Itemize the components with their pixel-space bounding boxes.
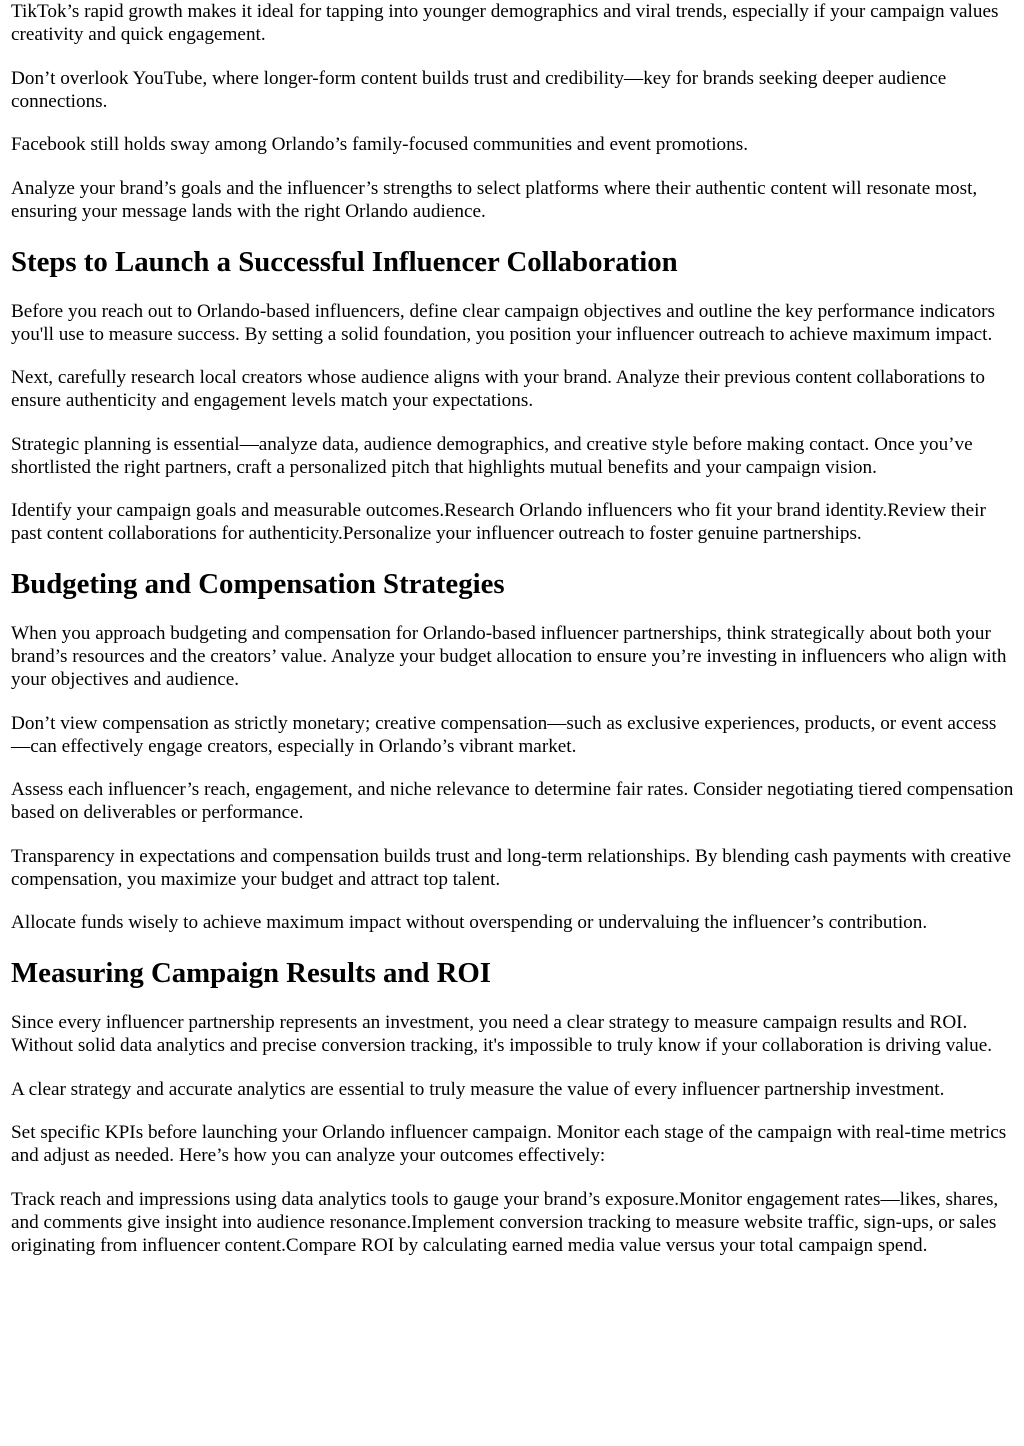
platforms-section [11,0,1014,223]
launch-steps-section [11,245,1014,546]
budgeting-section [11,567,1014,934]
paragraph-youtube: Don’t overlook YouTube, where longer-form content builds trust and credibility—key for brands seeking deeper audience connections. [11,67,947,112]
paragraph: Assess each influencer’s reach, engagement, and niche relevance to determine fair rates. Consider negotiating tiered compensation based on deliverables or performance. [11,779,1014,823]
paragraph: Since every influencer partnership represents an investment, you need a clear strategy to measure campaign results and ROI. Without solid data analytics and precise conversion tracking, it's impossible to truly know if your collaboration is driving value. [11,1012,993,1056]
paragraph-metrics-list: Track reach and impressions using data analytics tools to gauge your brand’s exposure.Monitor engagement rates—likes, shares, and comments give insight into audience resonance.Implement conversion tracking to measure website traffic, sign-ups, or sales originating from influencer content.Compare ROI by calculating earned media value versus your total campaign spend. [11,1188,999,1256]
paragraph-tiktok: TikTok’s rapid growth makes it ideal for tapping into younger demographics and viral trends, especially if your campaign values creativity and quick engagement. [11,1,999,45]
section-heading-budgeting: Budgeting and Compensation Strategies [11,568,505,600]
paragraph-steps-list: Identify your campaign goals and measurable outcomes.Research Orlando influencers who fit your brand identity.Review their past content collaborations for authenticity.Personalize your influencer outreach to foster genuine partnerships. [11,500,986,544]
paragraph: Allocate funds wisely to achieve maximum impact without overspending or undervaluing the influencer’s contribution. [11,912,928,933]
paragraph: Transparency in expectations and compensation builds trust and long-term relationships. By blending cash payments with creative compensation, you maximize your budget and attract top talent. [11,845,1012,890]
paragraph: A clear strategy and accurate analytics are essential to truly measure the value of every influencer partnership investment. [11,1078,945,1100]
paragraph: Set specific KPIs before launching your Orlando influencer campaign. Monitor each stage of the campaign with real-time metrics and adjust as needed. Here’s how you can analyze your outcomes effectively: [11,1122,1007,1166]
paragraph: Next, carefully research local creators whose audience aligns with your brand. Analyze their previous content collaborations to ensure authenticity and engagement levels match your expectations. [11,367,985,411]
paragraph-analyze-goals: Analyze your brand’s goals and the influencer’s strengths to select platforms where their authentic content will resonate most, ensuring your message lands with the right Orlando audience. [11,177,978,222]
measuring-section [11,956,1014,1257]
paragraph: Don’t view compensation as strictly monetary; creative compensation—such as exclusive experiences, products, or event access—can effectively engage creators, especially in Orlando’s vibrant market. [11,712,997,757]
section-heading-launch-steps: Steps to Launch a Successful Influencer Collaboration [11,245,678,278]
paragraph-facebook: Facebook still holds sway among Orlando’s family-focused communities and event promotions. [11,134,748,155]
paragraph: Strategic planning is essential—analyze data, audience demographics, and creative style before making contact. Once you’ve shortlisted the right partners, craft a personalized pitch that highlights mutual benefits and your campaign vision. [11,433,973,478]
section-heading-measuring: Measuring Campaign Results and ROI [11,957,492,989]
paragraph: When you approach budgeting and compensation for Orlando-based influencer partnerships, think strategically about both your brand’s resources and the creators’ value. Analyze your budget allocation to ensure you’re investing in influencers who align with your objectives and audience. [11,623,1007,690]
paragraph: Before you reach out to Orlando-based influencers, define clear campaign objectives and outline the key performance indicators you'll use to measure success. By setting a solid foundation, you position your influencer outreach to achieve maximum impact. [11,300,996,345]
